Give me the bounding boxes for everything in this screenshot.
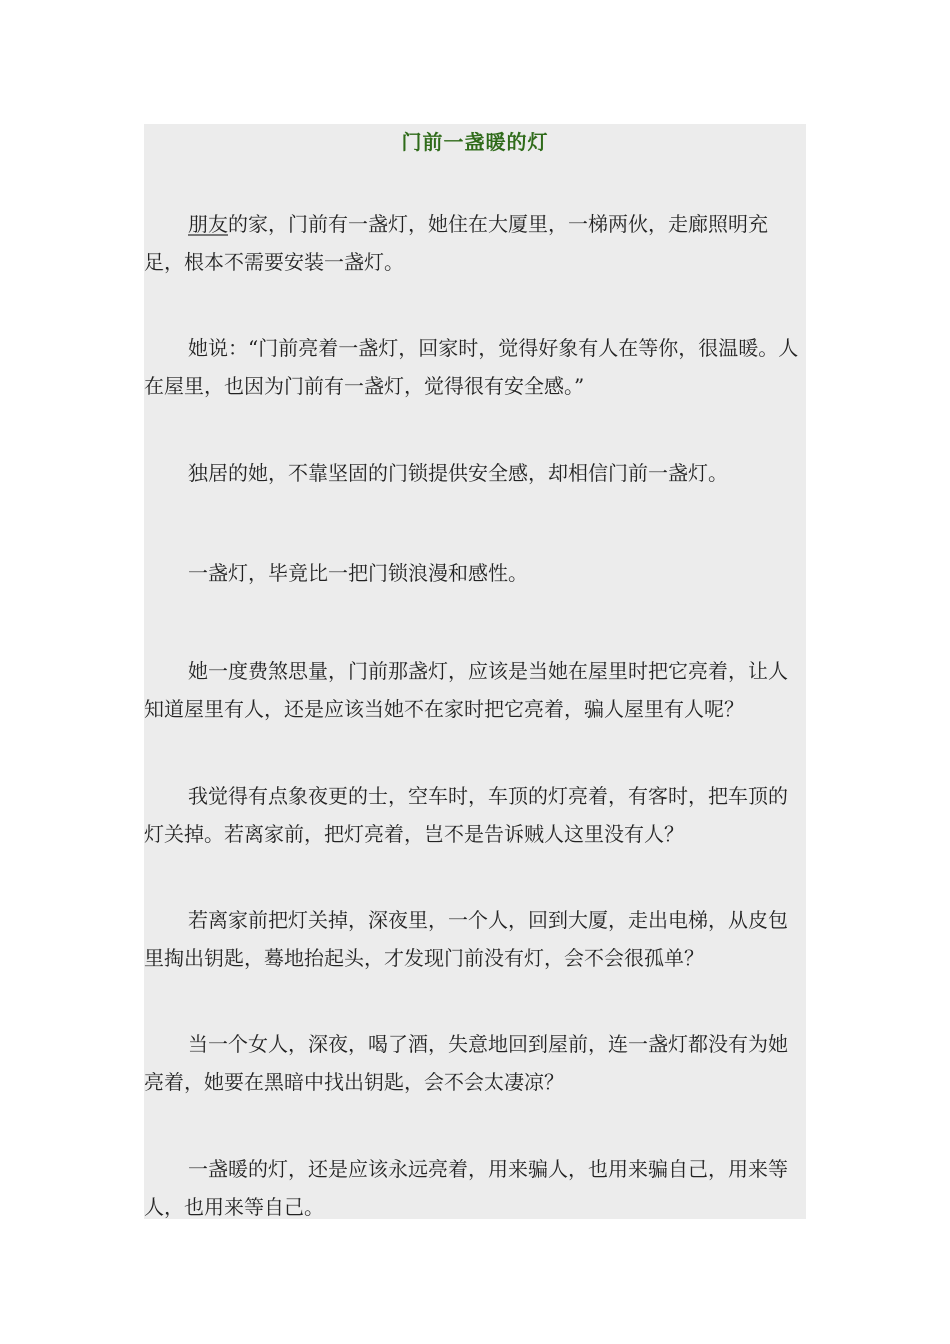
paragraph-8: 当一个女人，深夜，喝了酒，失意地回到屋前，连一盏灯都没有为她亮着，她要在黑暗中找出钥匙，会不会太凄凉？ xyxy=(144,1032,788,1094)
paragraph-1-text: 的家，门前有一盏灯，她住在大厦里，一梯两伙，走廊照明充足，根本不需要安装一盏灯。 xyxy=(144,212,768,274)
paragraph-2: 她说：“门前亮着一盏灯，回家时，觉得好象有人在等你，很温暖。人在屋里，也因为门前有一盏灯，觉得很有安全感。” xyxy=(144,336,799,398)
paragraph-4: 一盏灯，毕竟比一把门锁浪漫和感性。 xyxy=(188,561,528,585)
paragraph-3: 独居的她，不靠坚固的门锁提供安全感，却相信门前一盏灯。 xyxy=(188,461,728,485)
article-title: 门前一盏暖的灯 xyxy=(401,130,549,154)
paragraph-5: 她一度费煞思量，门前那盏灯，应该是当她在屋里时把它亮着，让人知道屋里有人，还是应该当她不在家时把它亮着，骗人屋里有人呢？ xyxy=(144,659,788,721)
paragraph-9: 一盏暖的灯，还是应该永远亮着，用来骗人，也用来骗自己，用来等人，也用来等自己。 xyxy=(144,1157,788,1219)
paragraph-6: 我觉得有点象夜更的士，空车时，车顶的灯亮着，有客时，把车顶的灯关掉。若离家前，把灯亮着，岂不是告诉贼人这里没有人？ xyxy=(144,784,788,846)
paragraph-1 xyxy=(144,205,806,281)
paragraph-7: 若离家前把灯关掉，深夜里，一个人，回到大厦，走出电梯，从皮包里掏出钥匙，蓦地抬起头，才发现门前没有灯，会不会很孤单？ xyxy=(144,908,788,970)
friend-link[interactable]: 朋友 xyxy=(188,212,228,236)
